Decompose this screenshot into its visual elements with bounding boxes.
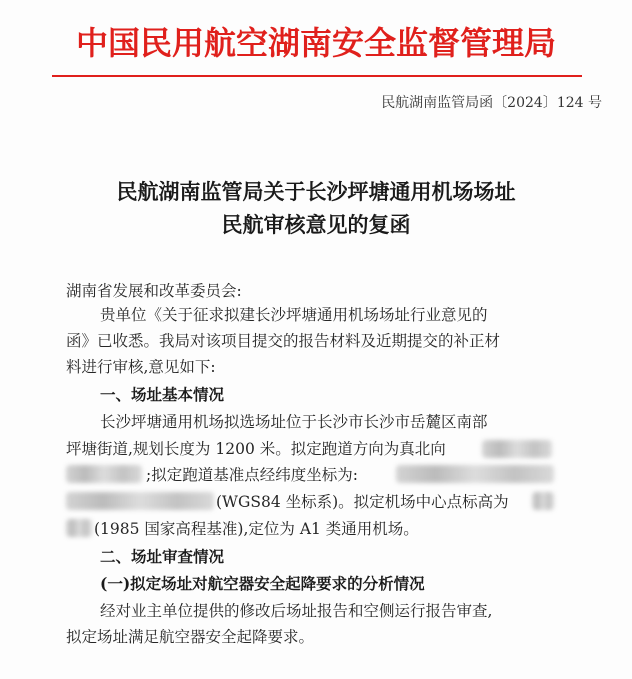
redacted-coordinates xyxy=(396,465,554,483)
paragraph-1-line-1: 贵单位《关于征求拟建长沙坪塘通用机场场址行业意见的 xyxy=(100,306,488,324)
redacted-coordinates-cont xyxy=(66,492,214,510)
redacted-elevation-cont xyxy=(66,519,92,537)
section-2-heading: 二、场址审查情况 xyxy=(100,547,225,566)
paragraph-2-line-2: 坪塘街道,规划长度为 1200 米。拟定跑道方向为真北向 xyxy=(66,440,446,458)
paragraph-3-line-2: 拟定场址满足航空器安全起降要求。 xyxy=(66,628,315,646)
redacted-elevation xyxy=(532,492,554,510)
paragraph-1-line-2: 函》已收悉。我局对该项目提交的报告材料及近期提交的补正材 xyxy=(66,332,501,350)
paragraph-2-line-1: 长沙坪塘通用机场拟选场址位于长沙市长沙市岳麓区南部 xyxy=(100,413,488,431)
redacted-runway-direction-cont xyxy=(66,465,142,483)
issuing-authority-header: 中国民用航空湖南安全监督管理局 xyxy=(75,24,556,62)
document-title-line-2: 民航审核意见的复函 xyxy=(221,212,411,237)
salutation: 湖南省发展和改革委员会: xyxy=(66,282,242,300)
paragraph-2-line-5: (1985 国家高程基准),定位为 A1 类通用机场。 xyxy=(94,520,419,538)
document-number: 民航湖南监管局函〔2024〕124 号 xyxy=(381,95,602,111)
paragraph-3-line-1: 经对业主单位提供的修改后场址报告和空侧运行报告审查, xyxy=(100,602,493,620)
paragraph-2-line-4: (WGS84 坐标系)。拟定机场中心点标高为 xyxy=(216,493,509,511)
header-red-rule xyxy=(52,75,582,77)
redacted-runway-direction xyxy=(482,440,552,458)
paragraph-1-line-3: 料进行审核,意见如下: xyxy=(66,358,216,376)
section-1-heading: 一、场址基本情况 xyxy=(100,385,225,404)
paragraph-2-line-3: ;拟定跑道基准点经纬度坐标为: xyxy=(146,466,358,484)
subsection-1-heading: (一)拟定场址对航空器安全起降要求的分析情况 xyxy=(100,574,425,593)
document-title-line-1: 民航湖南监管局关于长沙坪塘通用机场场址 xyxy=(116,179,516,204)
